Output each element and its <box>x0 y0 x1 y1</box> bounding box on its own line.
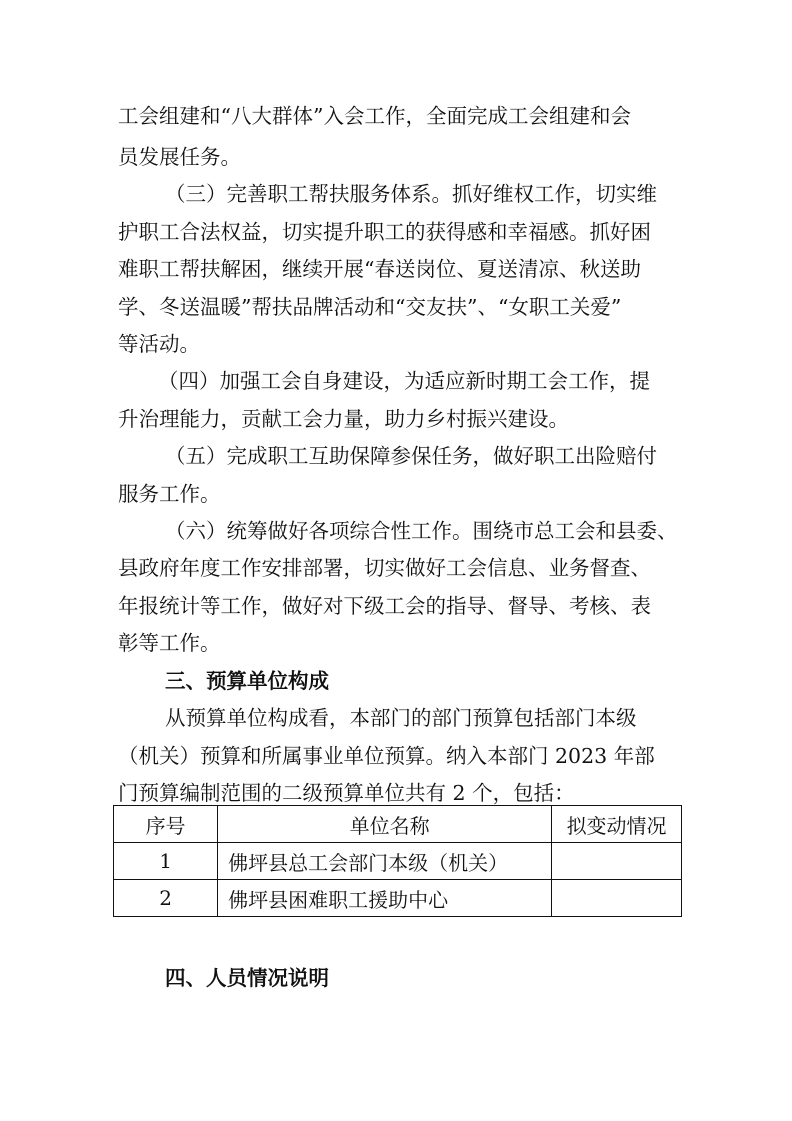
cell-planned-change <box>552 880 682 917</box>
cell-planned-change <box>552 843 682 880</box>
budget-unit-table <box>113 805 682 917</box>
table-row <box>114 880 682 917</box>
cell-index: 2 <box>114 880 218 917</box>
header-index: 序号 <box>114 806 218 843</box>
table-row <box>114 843 682 880</box>
cell-unit-name: 佛坪县总工会部门本级（机关） <box>218 843 552 880</box>
table-header-row <box>114 806 682 843</box>
header-planned-change: 拟变动情况 <box>552 806 682 843</box>
cell-index: 1 <box>114 843 218 880</box>
header-unit-name: 单位名称 <box>218 806 552 843</box>
cell-unit-name: 佛坪县困难职工援助中心 <box>218 880 552 917</box>
